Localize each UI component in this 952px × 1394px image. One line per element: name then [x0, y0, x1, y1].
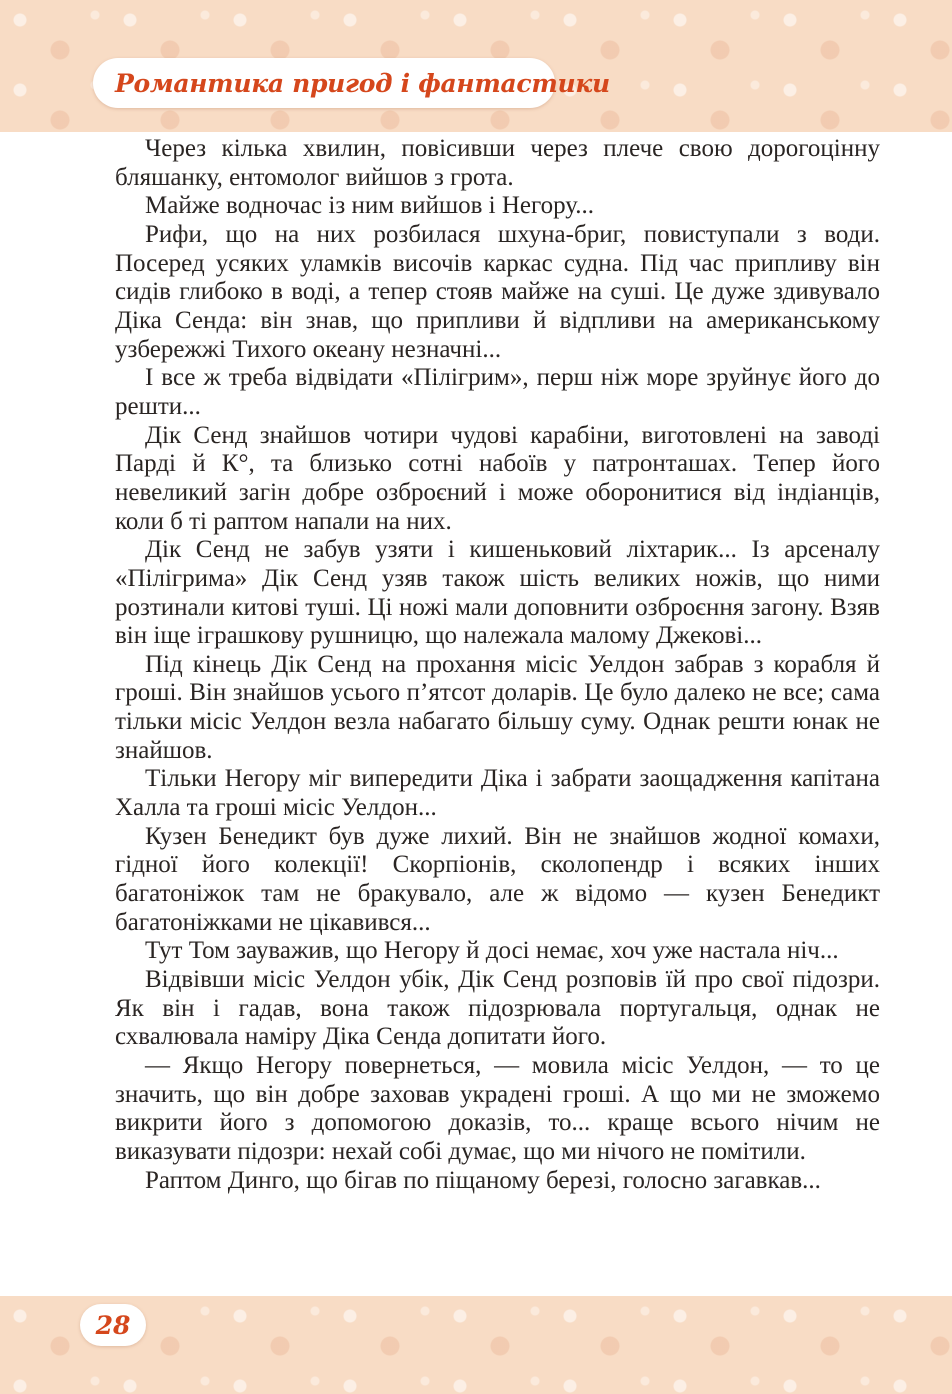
chapter-header	[93, 58, 610, 108]
paragraph: Кузен Бенедикт був дуже лихий. Він не знайшов жодної комахи, гідної його колекції! Скорпіонів, сколопендр і всяких інших багатоніжок там не бракувало, але ж відомо — кузен Бенедикт багатоніжками не цікавився...	[115, 822, 880, 936]
paragraph: Відвівши місіс Уелдон убік, Дік Сенд розповів їй про свої підозри. Як він і гадав, вона також підозрювала португальця, однак не схвалювала наміру Діка Сенда допитати його.	[115, 966, 880, 1051]
paragraph: Тут Том зауважив, що Негору й досі немає, хоч уже настала ніч...	[145, 937, 839, 965]
body-text	[115, 132, 880, 1195]
paragraph: Тільки Негору міг випередити Діка і забрати заощадження капітана Халла та гроші місіс Уелдон...	[115, 765, 880, 822]
paragraph: Дік Сенд знайшов чотири чудові карабіни, виготовлені на заводі Парді й К°, та близько сотні набоїв у патронташах. Тепер його невеликий загін добре озброєний і може оборонитися від індіанців, коли б ті раптом напали на них.	[115, 421, 880, 535]
page-number-badge	[80, 1304, 146, 1346]
page-number: 28	[95, 1310, 131, 1340]
paragraph: Під кінець Дік Сенд на прохання місіс Уелдон забрав з корабля й гроші. Він знайшов усього п’ятсот доларів. Це було далеко не все; сама тільки місіс Уелдон везла набагато більшу суму. Однак решти юнак не знайшов.	[115, 650, 880, 764]
paragraph: Майже водночас із ним вийшов і Негору...	[145, 192, 595, 220]
paragraph: — Якщо Негору повернеться, — мовила місіс Уелдон, — то це значить, що він добре заховав украдені гроші. А що ми не зможемо викрити його з допомогою доказів, то... краще всього нічим не виказувати підозри: нехай собі думає, що ми нічого не помітили.	[115, 1052, 880, 1165]
paragraph: Рифи, що на них розбилася шхуна-бриг, повиступали з води. Посеред усяких уламків височів каркас судна. Під час припливу він сидів глибоко в воді, а тепер стояв майже на суші. Це дуже здивувало Діка Сенда: він знав, що припливи й відпливи на американському узбережжі Тихого океану незначні...	[115, 220, 880, 363]
bottom-decorative-band	[0, 1296, 952, 1394]
paragraph: Раптом Динго, що бігав по піщаному березі, голосно загавкав...	[145, 1166, 821, 1194]
chapter-title: Романтика пригод і фантастики	[115, 68, 610, 98]
paragraph: І все ж треба відвідати «Пілігрим», перш ніж море зруйнує його до решти...	[115, 364, 880, 420]
page-content	[0, 132, 952, 1296]
paragraph: Дік Сенд не забув узяти і кишеньковий ліхтарик... Із арсеналу «Пілігрима» Дік Сенд узяв також шість великих ножів, що ними розтинали китові туші. Ці ножі мали доповнити озброєння загону. Взяв він іще іграшкову рушницю, що належала малому Джекові...	[115, 536, 880, 650]
paragraph: Через кілька хвилин, повісивши через плече свою дорогоцінну бляшанку, ентомолог вийшов з грота.	[115, 135, 880, 191]
